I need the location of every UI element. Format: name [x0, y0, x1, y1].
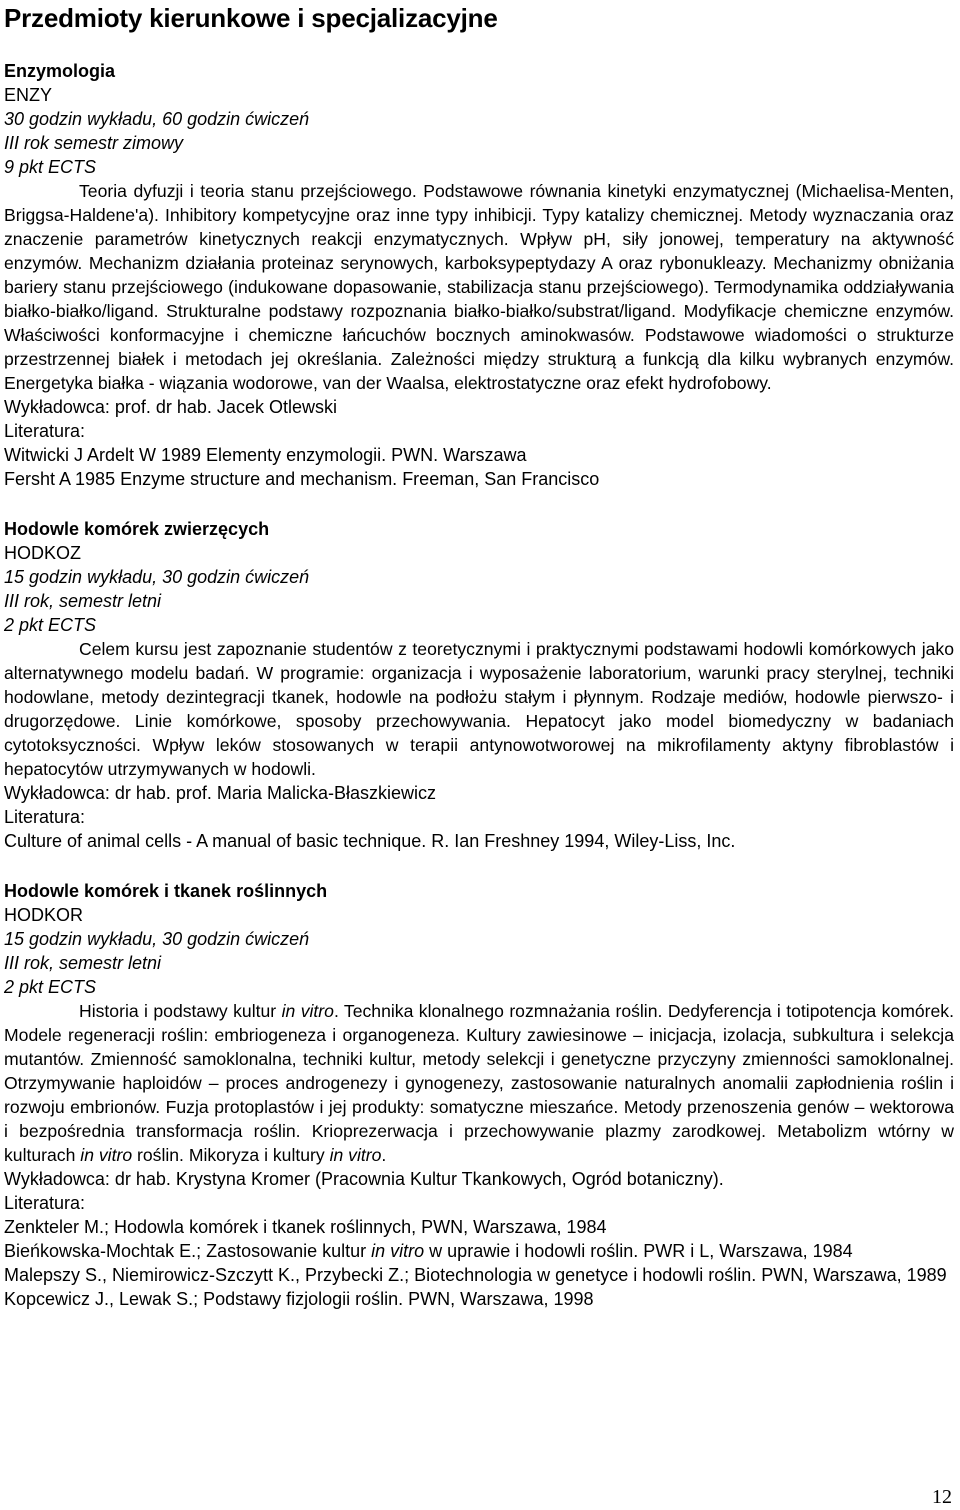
page-title: Przedmioty kierunkowe i specjalizacyjne: [4, 3, 498, 33]
ref-italic: in vitro: [371, 1241, 425, 1261]
desc-italic: in vitro: [281, 1001, 334, 1021]
course-description: Celem kursu jest zapoznanie studentów z teoretycznymi i praktycznymi podstawami hodowli komórkowych jako alternatywnego modelu badań. W programie: organizacja i wyposażenie laboratorium, warunki pracy sterylnej, techniki hodowlane, metody dezintegracji tkanek, hodowle na podłożu stałym i płynnym. Rodzaje mediów, hodowle pierwszo- i drugorzędowe. Linie komórkowe, sposoby przechowywania. Hepatocyt jako model biomedyczny w badaniach cytotoksyczności. Wpływ leków stosowanych w terapii antynowotworowej na mikrofilamenty aktyny fibroblastów i hepatocytów utrzymywanych w hodowli.: [4, 639, 954, 779]
course-title: Hodowle komórek zwierzęcych: [4, 519, 270, 539]
course-hours: 15 godzin wykładu, 30 godzin ćwiczeń: [4, 567, 310, 587]
course-term: III rok, semestr letni: [4, 953, 162, 973]
reference-item: Culture of animal cells - A manual of basic technique. R. Ian Freshney 1994, Wiley-Liss, Inc.: [4, 831, 736, 851]
literature-label: Literatura:: [4, 421, 86, 441]
ref-text: w uprawie i hodowli roślin. PWR i L, Warszawa, 1984: [424, 1241, 853, 1261]
ref-text: Bieńkowska-Mochtak E.; Zastosowanie kultur: [4, 1241, 372, 1261]
literature-label: Literatura:: [4, 807, 86, 827]
reference-item: [4, 1287, 954, 1311]
reference-item: Witwicki J Ardelt W 1989 Elementy enzymologii. PWN. Warszawa: [4, 445, 527, 465]
course-lecturer: Wykładowca: dr hab. prof. Maria Malicka-Błaszkiewicz: [4, 783, 436, 803]
course-description: [4, 999, 954, 1167]
course-lecturer: Wykładowca: dr hab. Krystyna Kromer (Pracownia Kultur Tkankowych, Ogród botaniczny).: [4, 1169, 724, 1189]
course-ects: 2 pkt ECTS: [4, 977, 97, 997]
reference-list: [4, 1215, 954, 1311]
course-term: III rok semestr zimowy: [4, 133, 184, 153]
course-term: III rok, semestr letni: [4, 591, 162, 611]
course-code: HODKOZ: [4, 543, 82, 563]
course-lecturer: Wykładowca: prof. dr hab. Jacek Otlewski: [4, 397, 337, 417]
reference-item: [4, 1239, 954, 1263]
ref-text: Zenkteler M.; Hodowla komórek i tkanek roślinnych, PWN, Warszawa, 1984: [4, 1217, 607, 1237]
course-code: ENZY: [4, 85, 53, 105]
course-enzymologia: [4, 59, 954, 491]
course-ects: 9 pkt ECTS: [4, 157, 97, 177]
reference-item: [4, 1215, 954, 1239]
desc-italic: in vitro: [329, 1145, 382, 1165]
course-ects: 2 pkt ECTS: [4, 615, 97, 635]
desc-part: . Technika klonalnego rozmnażania roślin. Dedyferencja i totipotencja komórek. Modele regeneracji roślin: embriogeneza i organogeneza. Kultury zawiesinowe – inicjacja, izolacja, subkultura i selekcja mutantów. Zmienność samoklonalna, techniki kultur, metody selekcji i genetyczne przyczyny zmienności samoklonalnej. Otrzymywanie haploidów – proces androgenezy i gynogenezy, zastosowanie naturalnych anomalii zapłodnienia roślin i rozwoju embrionów. Fuzja protoplastów i jej produkty: somatyczne mieszańce. Metody przenoszenia genów – wektorowa i bezpośrednia transformacja roślin. Krioprezerwacja i przechowywanie plazmy zarodkowej. Metabolizm wtórny w kulturach: [4, 1001, 954, 1165]
course-description: Teoria dyfuzji i teoria stanu przejściowego. Podstawowe równania kinetyki enzymatycznej (Michaelisa-Menten, Briggsa-Haldene'a). Inhibitory kompetycyjne oraz inne typy inhibicji. Typy katalizy chemicznej. Metody wyznaczania oraz znaczenie parametrów kinetycznych reakcji enzymatycznych. Wpływ pH, siły jonowej, temperatury na aktywność enzymów. Mechanizm działania proteinaz serynowych, karboksypeptydazy A oraz rybonukleazy. Mechanizmy obniżania bariery stanu przejściowego (indukowane dopasowanie, stabilizacja stanu przejściowego). Termodynamika oddziaływania białko-białko/ligand. Strukturalne podstawy rozpoznania białko-białko/substrat/ligand. Modyfikacje chemiczne enzymów. Właściwości konformacyjne i chemiczne łańcuchów bocznych aminokwasów. Podstawowe wiadomości o strukturze przestrzennej białek i metodach jej określania. Zależności między strukturą a funkcją dla kilku wybranych enzymów. Energetyka białka - wiązania wodorowe, van der Waalsa, elektrostatyczne oraz efekt hydrofobowy.: [4, 181, 954, 393]
reference-item: [4, 1263, 954, 1287]
ref-text: Kopcewicz J., Lewak S.; Podstawy fizjologii roślin. PWN, Warszawa, 1998: [4, 1289, 594, 1309]
desc-part: roślin. Mikoryza i kultury: [132, 1145, 330, 1165]
ref-text: Malepszy S., Niemirowicz-Szczytt K., Przybecki Z.; Biotechnologia w genetyce i hodowli roślin. PWN, Warszawa, 1989: [4, 1265, 947, 1285]
desc-part: Historia i podstawy kultur: [79, 1001, 282, 1021]
reference-list: [4, 829, 954, 853]
reference-item: Fersht A 1985 Enzyme structure and mechanism. Freeman, San Francisco: [4, 469, 600, 489]
course-hours: 30 godzin wykładu, 60 godzin ćwiczeń: [4, 109, 310, 129]
course-hodowle-roslinne: [4, 879, 954, 1311]
course-code: HODKOR: [4, 905, 84, 925]
course-hodowle-zwierzece: [4, 517, 954, 853]
desc-part: .: [381, 1145, 387, 1165]
course-hours: 15 godzin wykładu, 30 godzin ćwiczeń: [4, 929, 310, 949]
document-page: [4, 0, 954, 1311]
course-title: Hodowle komórek i tkanek roślinnych: [4, 881, 328, 901]
course-title: Enzymologia: [4, 61, 116, 81]
literature-label: Literatura:: [4, 1193, 86, 1213]
page-number: 12: [932, 1486, 952, 1508]
desc-italic: in vitro: [80, 1145, 133, 1165]
reference-list: [4, 443, 954, 491]
